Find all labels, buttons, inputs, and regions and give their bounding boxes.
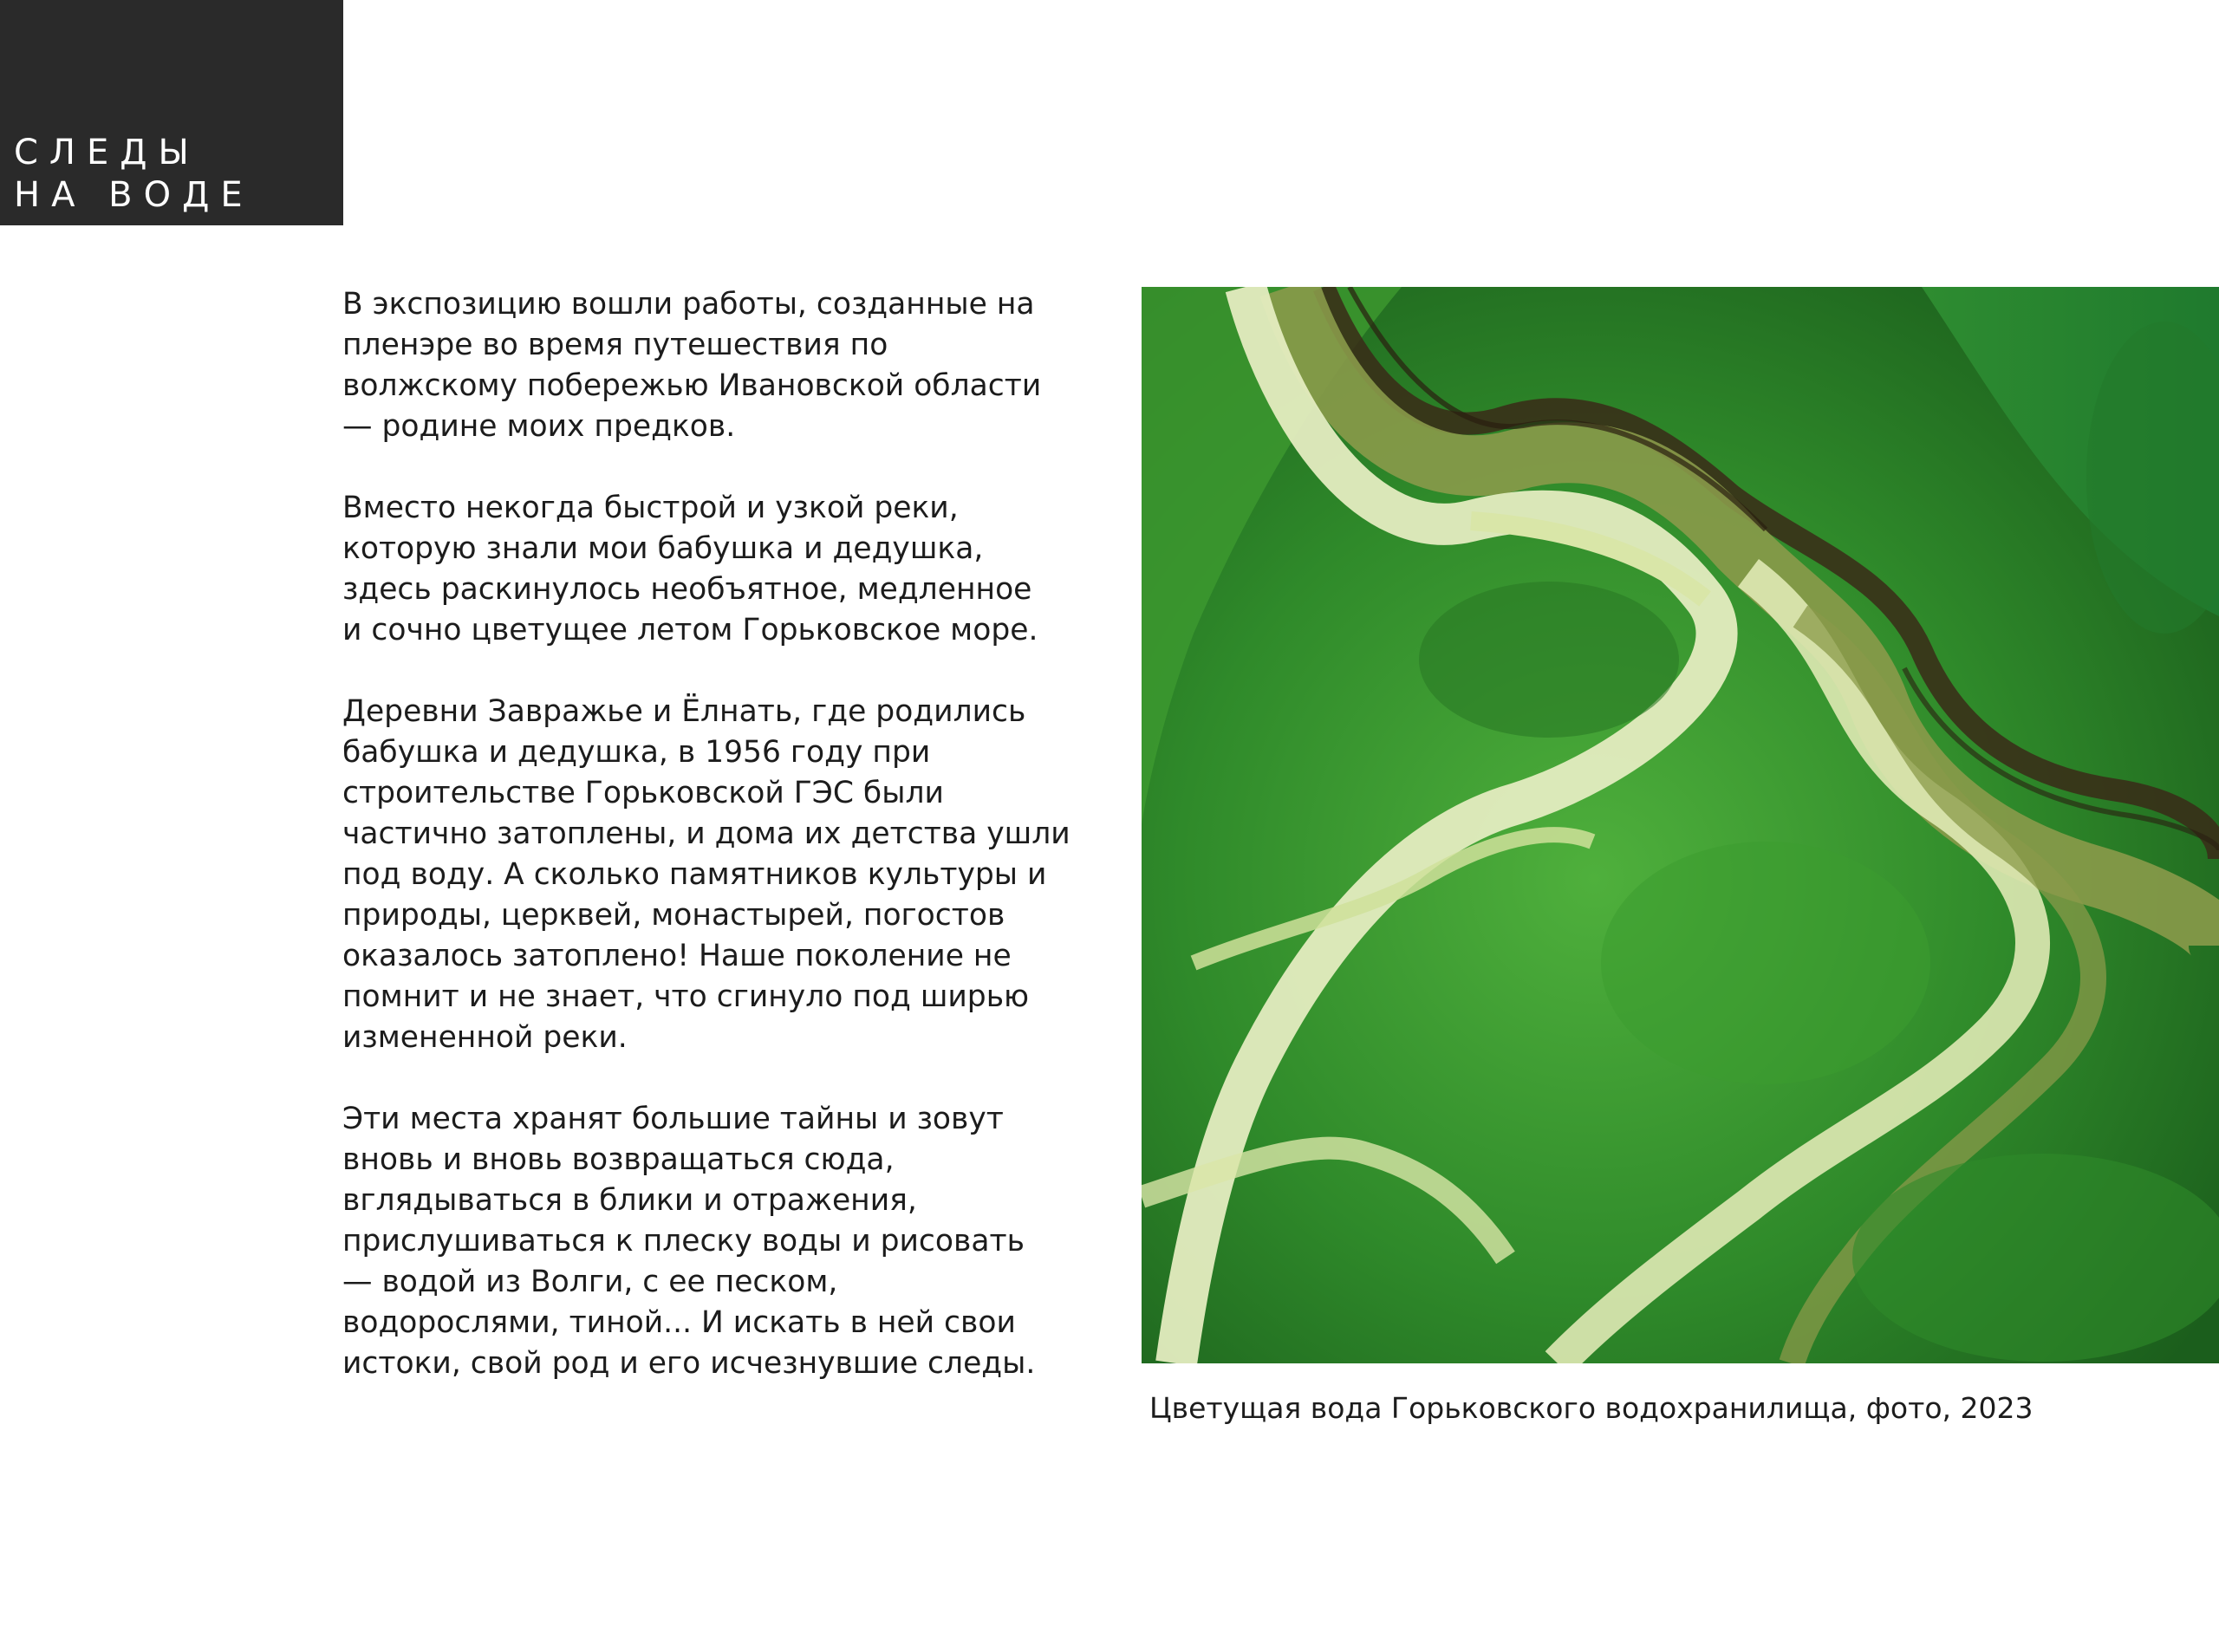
text-line: водорослями, тиной... И искать в ней свои (342, 1305, 1016, 1340)
text-line: прислушиваться к плеску воды и рисовать (342, 1224, 1025, 1259)
text-line: помнит и не знает, что сгинуло под ширью (342, 979, 1030, 1014)
text-line: истоки, свой род и его исчезнувшие следы. (342, 1346, 1036, 1381)
text-line: которую знали мои бабушка и дедушка, (342, 531, 984, 566)
article-text (342, 284, 1070, 1384)
text-line: пленэре во время путешествия по (342, 328, 888, 362)
text-line: — родине моих предков. (342, 409, 736, 444)
logo-title-line-2: НА ВОДЕ (14, 175, 254, 215)
photo-caption: Цветущая вода Горьковского водохранилища, фото, 2023 (1149, 1391, 2034, 1425)
text-line: частично затоплены, и дома их детства ушли (342, 816, 1070, 851)
text-line: бабушка и дедушка, в 1956 году при (342, 735, 931, 770)
logo-title-line-1: СЛЕДЫ (14, 133, 200, 172)
text-line: В экспозицию вошли работы, созданные на (342, 287, 1035, 322)
text-line: оказалось затоплено! Наше поколение не (342, 939, 1012, 973)
text-line: измененной реки. (342, 1020, 628, 1055)
text-line: под воду. А сколько памятников культуры и (342, 857, 1047, 892)
photo-illustration (1142, 287, 2219, 1363)
text-line: здесь раскинулось необъятное, медленное (342, 572, 1032, 607)
text-line: Эти места хранят большие тайны и зовут (342, 1102, 1004, 1136)
paragraph-2 (342, 488, 1062, 651)
paragraph-3 (342, 692, 1070, 1058)
text-line: Деревни Завражье и Ёлнать, где родились (342, 694, 1026, 729)
text-line: и сочно цветущее летом Горьковское море. (342, 613, 1038, 647)
paragraph-1 (342, 284, 1062, 447)
text-line: вновь и вновь возвращаться сюда, (342, 1142, 895, 1177)
logo-block (0, 0, 343, 225)
text-line: вглядываться в блики и отражения, (342, 1183, 917, 1218)
text-line: — водой из Волги, с ее песком, (342, 1265, 838, 1299)
paragraph-4 (342, 1099, 1062, 1384)
text-line: Вместо некогда быстрой и узкой реки, (342, 491, 959, 525)
text-line: волжскому побережью Ивановской области (342, 368, 1042, 403)
bloom-water-photo (1142, 287, 2219, 1363)
text-line: строительстве Горьковской ГЭС были (342, 776, 944, 810)
text-line: природы, церквей, монастырей, погостов (342, 898, 1005, 933)
